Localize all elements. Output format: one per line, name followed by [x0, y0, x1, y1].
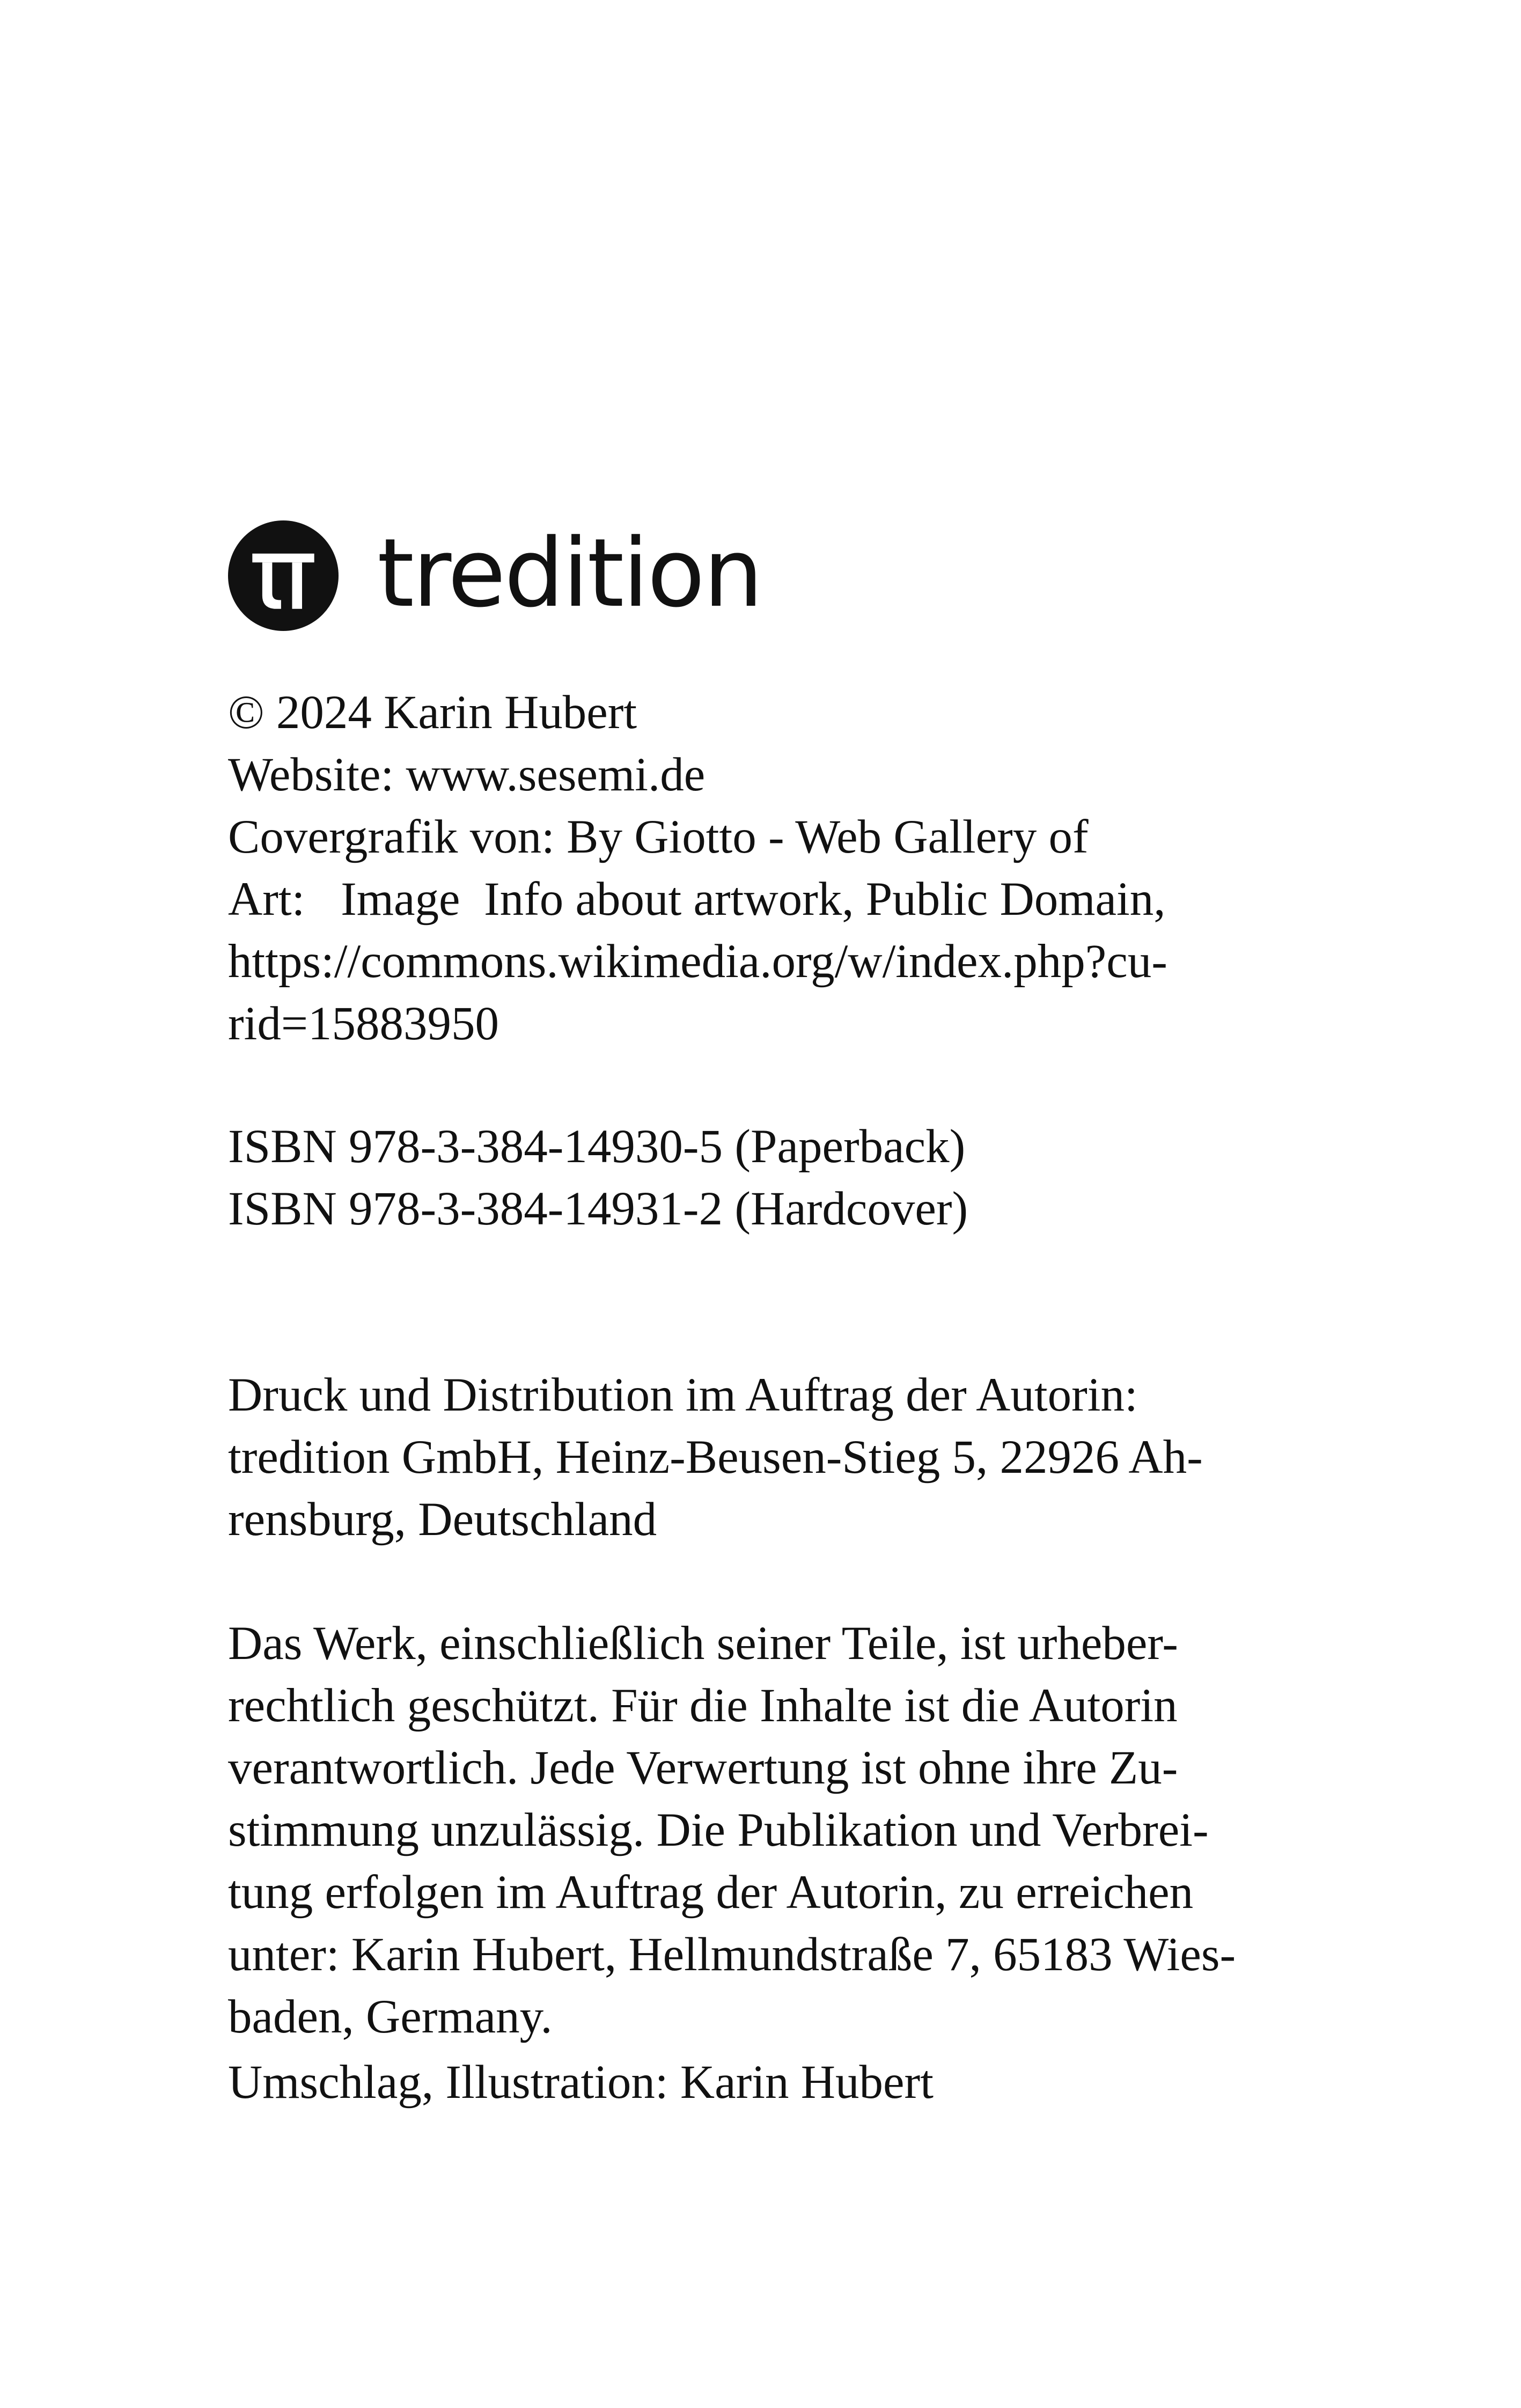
legal-line-3: verantwortlich. Jede Verwertung ist ohne ihre Zu-	[228, 1742, 1178, 1794]
isbn-hardcover: ISBN 978-3-384-14931-2 (Hardcover)	[228, 1183, 968, 1235]
cover-credit-line-2: Art: Image Info about artwork, Public Domain,	[228, 873, 1166, 926]
print-distribution-block	[228, 1364, 1322, 1551]
print-line-1: Druck und Distribution im Auftrag der Autorin:	[228, 1369, 1138, 1421]
cover-credit-line-1: Covergrafik von: By Giotto - Web Gallery of	[228, 811, 1089, 863]
copyright-line: © 2024 Karin Hubert	[228, 686, 637, 739]
credits-block	[228, 681, 1322, 1055]
print-line-2: tredition GmbH, Heinz-Beusen-Stieg 5, 22926 Ah-	[228, 1431, 1203, 1484]
publisher-wordmark: tredition	[377, 518, 762, 628]
legal-line-2: rechtlich geschützt. Für die Inhalte ist die Autorin	[228, 1679, 1178, 1732]
publisher-logo	[228, 519, 762, 632]
cover-credit-url-line-1: https://commons.wikimedia.org/w/index.php?cu-	[228, 935, 1167, 988]
legal-line-1: Das Werk, einschließlich seiner Teile, ist urheber-	[228, 1617, 1178, 1670]
isbn-paperback: ISBN 978-3-384-14930-5 (Paperback)	[228, 1120, 966, 1173]
legal-line-5: tung erfolgen im Auftrag der Autorin, zu erreichen	[228, 1866, 1194, 1919]
cover-credit-url-line-2: rid=15883950	[228, 997, 499, 1050]
isbn-block	[228, 1115, 1322, 1240]
cover-illustration-credit: Umschlag, Illustration: Karin Hubert	[228, 2056, 934, 2109]
legal-line-4: stimmung unzulässig. Die Publikation und Verbrei-	[228, 1804, 1209, 1856]
legal-line-7: baden, Germany.	[228, 1991, 553, 2043]
tredition-logo-icon	[228, 520, 339, 631]
website-line: Website: www.sesemi.de	[228, 748, 706, 801]
legal-line-6: unter: Karin Hubert, Hellmundstraße 7, 65183 Wies-	[228, 1928, 1236, 1981]
legal-notice-block	[228, 1612, 1322, 2113]
print-line-3: rensburg, Deutschland	[228, 1493, 657, 1546]
